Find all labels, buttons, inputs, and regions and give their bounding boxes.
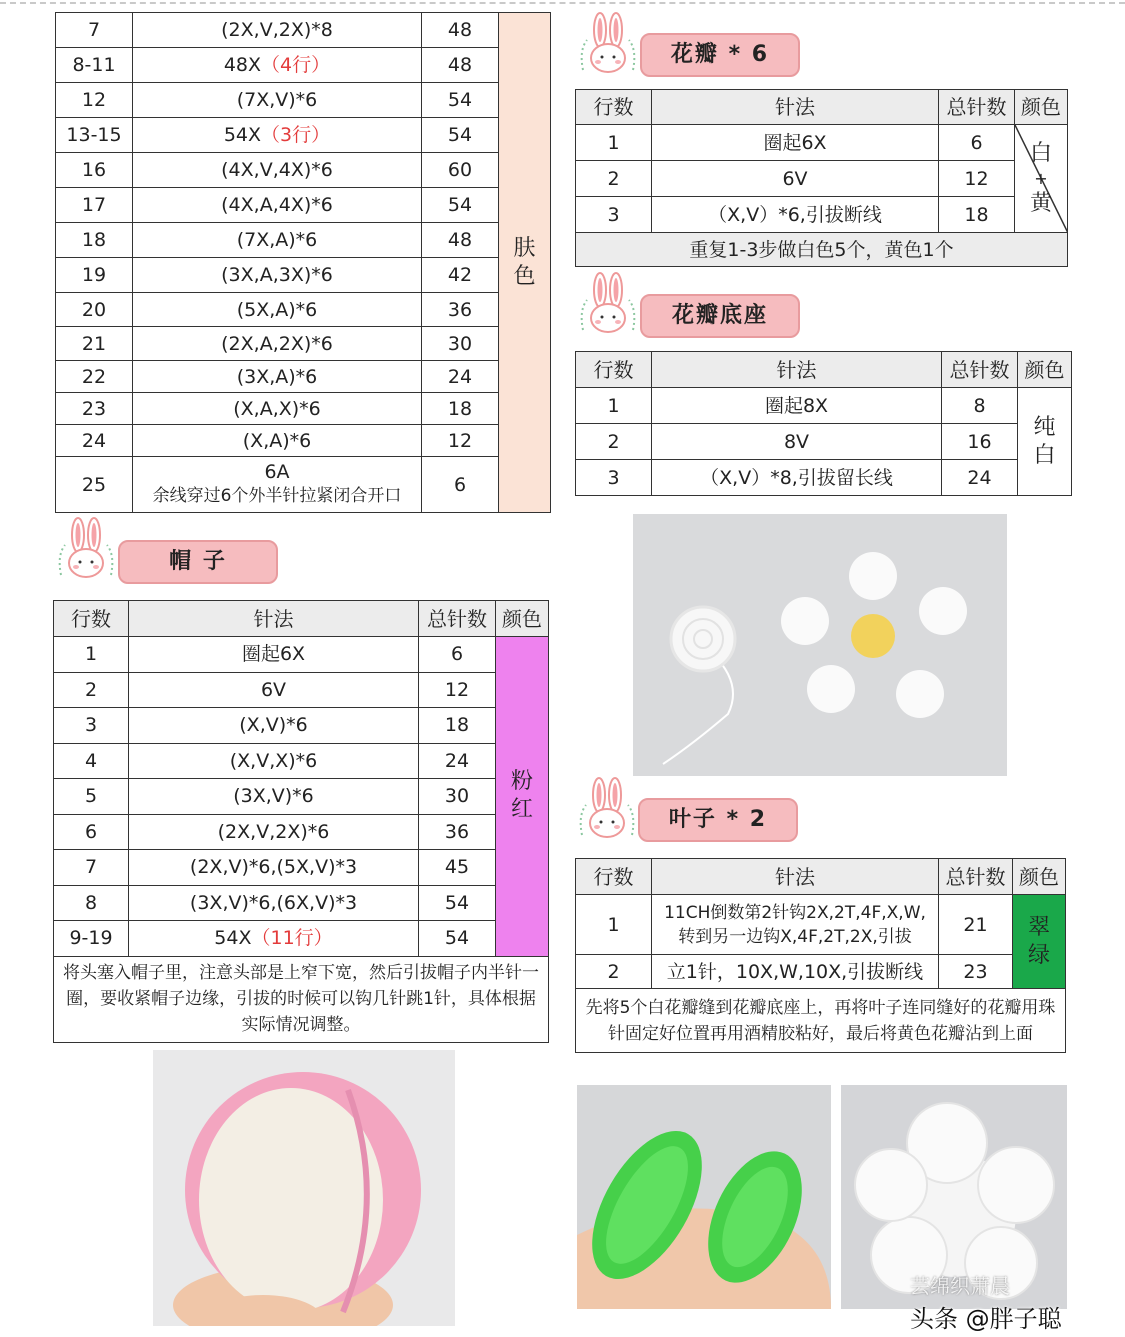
body-row-num: 16 [56,153,133,188]
leaf-row-total: 23 [939,955,1013,989]
leaf-row-stitch-line1: 11CH倒数第2针钩2X,2T,4F,X,W, [664,902,926,923]
leaf-title: 叶子 * 2 [638,798,798,842]
hat-row-num: 2 [54,672,129,708]
petal-base-row-total: 16 [942,424,1018,460]
petal-base-header-total: 总针数 [942,352,1018,388]
hat-row-total: 54 [419,885,496,921]
petal-base-row-stitch: （X,V）*8,引拔留长线 [652,460,942,496]
body-table-row [56,188,551,223]
body-row-total: 30 [422,327,499,361]
hat-row-stitch: (3X,V)*6 [129,779,419,815]
body-table-row [56,83,551,118]
body-table-row [56,153,551,188]
hat-row-stitch: 6V [129,672,419,708]
leaf-color-cell: 翠 绿 [1013,895,1066,989]
petal-header-color: 颜色 [1015,90,1068,125]
body-row-stitch-text: 54X [223,124,262,146]
body-table-row [56,361,551,393]
hat-table [53,600,549,1043]
hat-row-num: 5 [54,779,129,815]
hat-row-stitch: 圈起6X [129,637,419,673]
body-row-num: 19 [56,258,133,293]
petal-base-row-total: 8 [942,388,1018,424]
petal-header-total: 总针数 [939,90,1015,125]
petal-base-header-color: 颜色 [1018,352,1072,388]
hat-row-total: 54 [419,921,496,957]
hat-row-stitch [129,921,419,957]
body-row-num: 17 [56,188,133,223]
hat-header-row: 行数 [54,601,129,637]
body-row-stitch-note: （4行） [261,54,331,76]
bunny-icon [55,515,117,585]
petal-row-total: 18 [939,197,1015,233]
bunny-icon [576,775,638,845]
petal-base-row-num: 1 [576,388,652,424]
hat-row-stitch: (2X,V)*6,(5X,V)*3 [129,850,419,886]
hat-title: 帽 子 [118,540,278,584]
petal-row-num: 2 [576,161,652,197]
body-row-total: 60 [422,153,499,188]
petal-base-row-num: 3 [576,460,652,496]
petal-title: 花瓣 * 6 [640,33,800,77]
hat-table-row [54,743,549,779]
petal-base-header-stitch: 针法 [652,352,942,388]
hat-row-num: 3 [54,708,129,744]
hat-row-stitch: (X,V,X)*6 [129,743,419,779]
watermark-line2: 头条 @胖子聪 [910,1305,1062,1333]
leaf-header-row: 行数 [576,859,652,895]
hat-row-num: 8 [54,885,129,921]
watermark-line1: 芸绵织萧晨 [910,1274,1010,1298]
petal-base-row-stitch: 圈起8X [652,388,942,424]
body-row-stitch: (4X,V,4X)*6 [133,153,422,188]
leaf-row-num: 1 [576,895,652,955]
body-row-num: 13-15 [56,118,133,153]
hat-note: 将头塞入帽子里，注意头部是上窄下宽，然后引拔帽子内半针一圈，要收紧帽子边缘，引拔的时候可以钩几针跳1针，具体根据实际情况调整。 [54,956,549,1042]
petal-row-stitch: 6V [652,161,939,197]
body-table-row [56,457,551,513]
body-table-row [56,223,551,258]
body-row-stitch: (2X,V,2X)*8 [133,13,422,48]
petal-base-row-num: 2 [576,424,652,460]
body-table-row [56,425,551,457]
body-row-total: 12 [422,425,499,457]
body-table-row [56,13,551,48]
leaf-header-stitch: 针法 [652,859,939,895]
petal-color-white: 白 [1029,140,1052,166]
body-row-stitch [133,48,422,83]
body-row-num: 7 [56,13,133,48]
hat-row-stitch-text: 54X [214,927,252,950]
pink-ball-photo [153,1050,455,1326]
top-divider [0,2,1125,4]
body-row-total: 42 [422,258,499,293]
hat-table-row [54,814,549,850]
body-row-stitch [133,118,422,153]
petal-row-stitch: 圈起6X [652,125,939,161]
petal-row-num: 3 [576,197,652,233]
hat-row-total: 12 [419,672,496,708]
body-row-stitch: (5X,A)*6 [133,293,422,327]
petal-color-yellow: 黄 [1029,190,1052,216]
petal-note: 重复1-3步做白色5个，黄色1个 [576,233,1068,267]
leaf-row-stitch-line2: 转到另一边钩X,4F,2T,2X,引拔 [678,926,912,947]
body-row-total: 18 [422,393,499,425]
hat-header-total: 总针数 [419,601,496,637]
hat-header-stitch: 针法 [129,601,419,637]
petal-base-color-cell: 纯 白 [1018,388,1072,496]
hat-header-color: 颜色 [496,601,549,637]
body-row-total: 54 [422,83,499,118]
body-row-total: 48 [422,48,499,83]
body-table-row [56,48,551,83]
body-row-stitch: (X,A)*6 [133,425,422,457]
petal-row-total: 12 [939,161,1015,197]
body-table-row [56,393,551,425]
watermark [910,1270,1120,1333]
hat-row-stitch: (X,V)*6 [129,708,419,744]
body-row-num: 18 [56,223,133,258]
body-row-stitch: (7X,A)*6 [133,223,422,258]
body-table-row [56,293,551,327]
hat-row-total: 30 [419,779,496,815]
bunny-icon [577,10,639,80]
leaf-note: 先将5个白花瓣缝到花瓣底座上，再将叶子连同缝好的花瓣用珠针固定好位置再用酒精胶粘好，最后将黄色花瓣沾到上面 [576,989,1066,1053]
petal-color-plus: + [1034,168,1048,188]
body-row-num: 23 [56,393,133,425]
body-row-total: 6 [422,457,499,513]
body-row-num: 24 [56,425,133,457]
hat-row-stitch: (2X,V,2X)*6 [129,814,419,850]
body-row-stitch: (2X,A,2X)*6 [133,327,422,361]
hat-table-row [54,850,549,886]
petal-base-row-total: 24 [942,460,1018,496]
hat-row-total: 6 [419,637,496,673]
leaf-table [575,858,1066,1053]
leaves-photo [577,1085,831,1309]
body-row-num: 22 [56,361,133,393]
hat-table-row [54,885,549,921]
hat-table-row [54,921,549,957]
petal-base-header-row: 行数 [576,352,652,388]
hat-table-row [54,637,549,673]
petal-row-num: 1 [576,125,652,161]
petal-header-stitch: 针法 [652,90,939,125]
petal-row-total: 6 [939,125,1015,161]
leaf-header-color: 颜色 [1013,859,1066,895]
body-row-num: 25 [56,457,133,513]
petal-base-row-stitch: 8V [652,424,942,460]
hat-row-num: 6 [54,814,129,850]
hat-table-row [54,672,549,708]
hat-row-total: 45 [419,850,496,886]
body-table-row [56,258,551,293]
body-table [55,12,551,513]
leaf-row-total: 21 [939,895,1013,955]
hat-row-stitch: (3X,V)*6,(6X,V)*3 [129,885,419,921]
body-row-stitch: (3X,A)*6 [133,361,422,393]
body-row-total: 48 [422,13,499,48]
hat-color-cell: 粉 红 [496,637,549,957]
hat-table-row [54,779,549,815]
hat-row-total: 18 [419,708,496,744]
petal-color-cell [1015,125,1068,233]
hat-row-num: 9-19 [54,921,129,957]
petal-header-row: 行数 [576,90,652,125]
hat-row-stitch-note: （11行） [251,927,333,950]
hat-row-num: 1 [54,637,129,673]
hat-row-total: 24 [419,743,496,779]
bunny-icon [577,270,639,340]
body-row-num: 12 [56,83,133,118]
hat-row-num: 7 [54,850,129,886]
body-table-row [56,327,551,361]
body-row-stitch: (4X,A,4X)*6 [133,188,422,223]
body-row-stitch-line2: 余线穿过6个外半针拉紧闭合开口 [152,485,402,506]
body-row-stitch-line1: 6A [264,460,290,483]
leaf-row-stitch [652,895,939,955]
petal-base-table [575,351,1072,496]
hat-table-row [54,708,549,744]
body-row-stitch: (X,A,X)*6 [133,393,422,425]
body-row-stitch: (3X,A,3X)*6 [133,258,422,293]
hat-row-total: 36 [419,814,496,850]
body-row-num: 21 [56,327,133,361]
body-row-total: 48 [422,223,499,258]
leaf-row-stitch: 立1针，10X,W,10X,引拔断线 [652,955,939,989]
body-row-stitch [133,457,422,513]
body-row-total: 54 [422,188,499,223]
body-row-stitch-note: （3行） [261,124,331,146]
leaf-header-total: 总针数 [939,859,1013,895]
body-table-row [56,118,551,153]
petal-table [575,89,1068,267]
body-row-num: 8-11 [56,48,133,83]
petal-row-stitch: （X,V）*6,引拔断线 [652,197,939,233]
petals-photo [633,514,1007,776]
body-row-num: 20 [56,293,133,327]
hat-row-num: 4 [54,743,129,779]
body-row-stitch: (7X,V)*6 [133,83,422,118]
body-row-total: 36 [422,293,499,327]
body-row-total: 24 [422,361,499,393]
body-row-total: 54 [422,118,499,153]
leaf-row-num: 2 [576,955,652,989]
body-row-stitch-text: 48X [223,54,262,76]
body-color-cell: 肤 色 [499,13,551,513]
petal-base-title: 花瓣底座 [640,294,800,338]
